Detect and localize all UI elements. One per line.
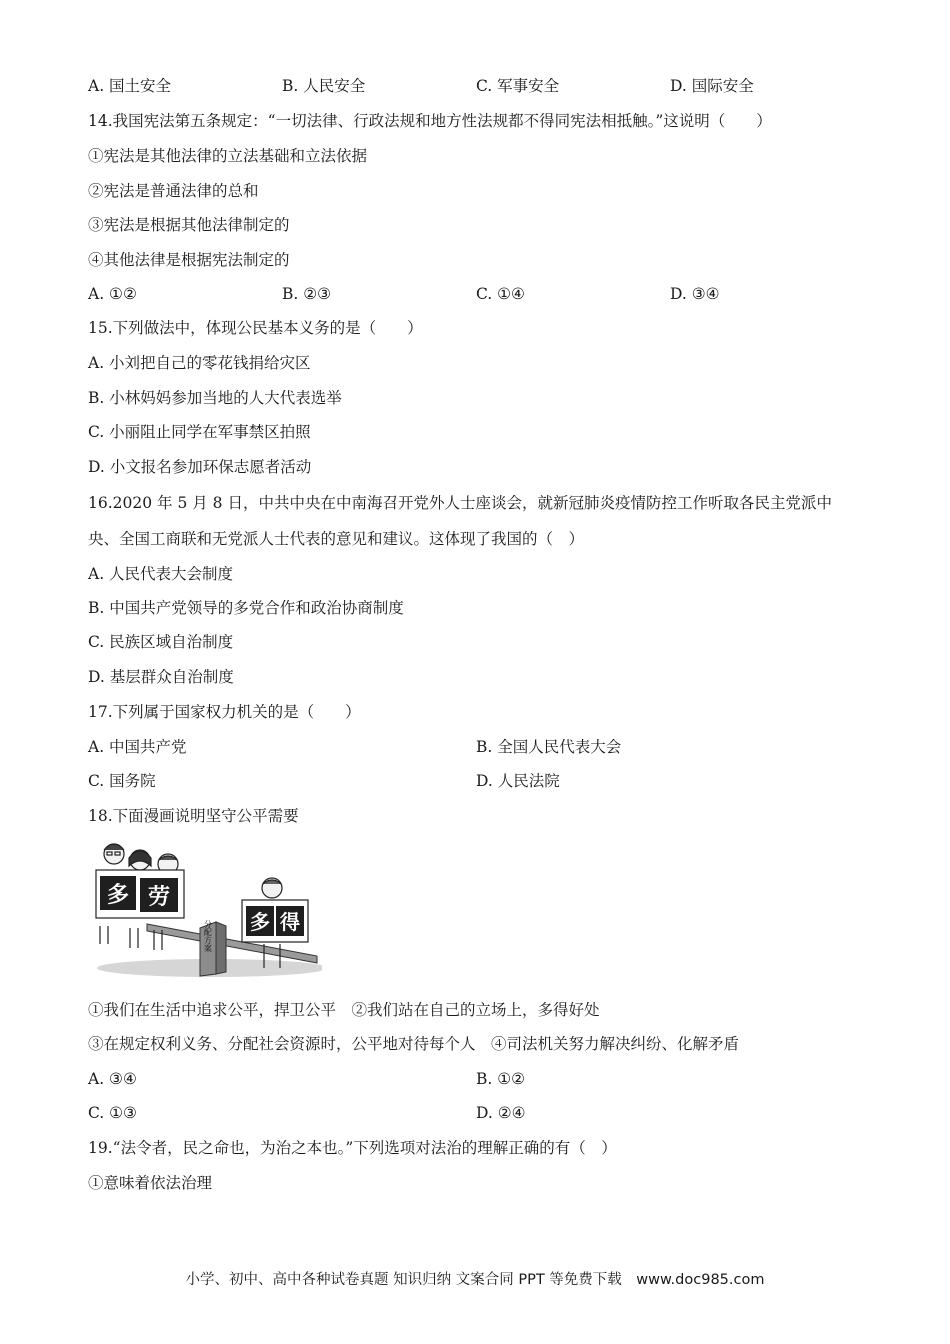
q14-stem: 14.我国宪法第五条规定：“一切法律、行政法规和地方性法规都不得同宪法相抵触。”这说明（ ）	[88, 112, 772, 130]
right-sign-char-2: 得	[280, 910, 300, 934]
q19-stem: 19.“法令者，民之命也，为治之本也。”下列选项对法治的理解正确的有（ ）	[88, 1139, 617, 1157]
q17-option-b: B. 全国人民代表大会	[476, 738, 622, 756]
q19-item-1: ①意味着依法治理	[88, 1174, 213, 1192]
q13-option-a: A. 国土安全	[88, 77, 172, 95]
left-sign-char-1: 多	[106, 883, 130, 908]
page-footer: 小学、初中、高中各种试卷真题 知识归纳 文案合同 PPT 等免费下载 www.doc985.com	[185, 1272, 765, 1288]
q15-option-c: C. 小丽阻止同学在军事禁区拍照	[88, 423, 311, 441]
right-sign	[242, 900, 308, 942]
q15-option-a: A. 小刘把自己的零花钱捐给灾区	[88, 354, 311, 372]
pivot-label: 分配方案	[203, 920, 213, 952]
q13-option-b: B. 人民安全	[282, 77, 366, 95]
q18-option-a: A. ③④	[88, 1070, 137, 1088]
q14-option-d: D. ③④	[670, 285, 720, 303]
q17-option-d: D. 人民法院	[476, 772, 560, 790]
q16-stem-line-1: 16.2020 年 5 月 8 日，中共中央在中南海召开党外人士座谈会，就新冠肺炎疫情防控工作听取各民主党派中	[88, 494, 832, 512]
q15-stem: 15.下列做法中，体现公民基本义务的是（ ）	[88, 319, 423, 337]
q15-option-b: B. 小林妈妈参加当地的人大代表选举	[88, 389, 342, 407]
right-sign-char-1: 多	[250, 910, 270, 934]
q16-option-c: C. 民族区域自治制度	[88, 633, 234, 651]
q18-option-d: D. ②④	[476, 1104, 526, 1122]
q17-option-a: A. 中国共产党	[88, 738, 187, 756]
q17-option-c: C. 国务院	[88, 772, 156, 790]
q14-option-b: B. ②③	[282, 285, 332, 303]
seesaw-comic-image	[92, 836, 322, 982]
q14-item-2: ②宪法是普通法律的总和	[88, 182, 259, 200]
q18-stem: 18.下面漫画说明坚守公平需要	[88, 807, 299, 825]
q18-items-line-2: ③在规定权利义务、分配社会资源时，公平地对待每个人 ④司法机关努力解决纠纷、化解矛盾	[88, 1035, 740, 1053]
q18-items-line-1: ①我们在生活中追求公平，捍卫公平 ②我们站在自己的立场上，多得好处	[88, 1001, 600, 1019]
q13-option-d: D. 国际安全	[670, 77, 754, 95]
q15-option-d: D. 小文报名参加环保志愿者活动	[88, 458, 312, 476]
q14-item-1: ①宪法是其他法律的立法基础和立法依据	[88, 147, 368, 165]
q14-option-a: A. ①②	[88, 285, 137, 303]
q13-option-c: C. 军事安全	[476, 77, 560, 95]
q16-stem-line-2: 央、全国工商联和无党派人士代表的意见和建议。这体现了我国的（ ）	[88, 530, 585, 548]
q17-stem: 17.下列属于国家权力机关的是（ ）	[88, 703, 361, 721]
left-sign	[96, 870, 184, 918]
q18-option-b: B. ①②	[476, 1070, 526, 1088]
q14-option-c: C. ①④	[476, 285, 525, 303]
q16-option-d: D. 基层群众自治制度	[88, 668, 234, 686]
q18-option-c: C. ①③	[88, 1104, 137, 1122]
q14-item-3: ③宪法是根据其他法律制定的	[88, 216, 290, 234]
pivot-box	[200, 919, 226, 976]
left-sign-char-2: 劳	[147, 885, 171, 910]
q16-option-b: B. 中国共产党领导的多党合作和政治协商制度	[88, 599, 404, 617]
q14-item-4: ④其他法律是根据宪法制定的	[88, 251, 290, 269]
q16-option-a: A. 人民代表大会制度	[88, 565, 234, 583]
